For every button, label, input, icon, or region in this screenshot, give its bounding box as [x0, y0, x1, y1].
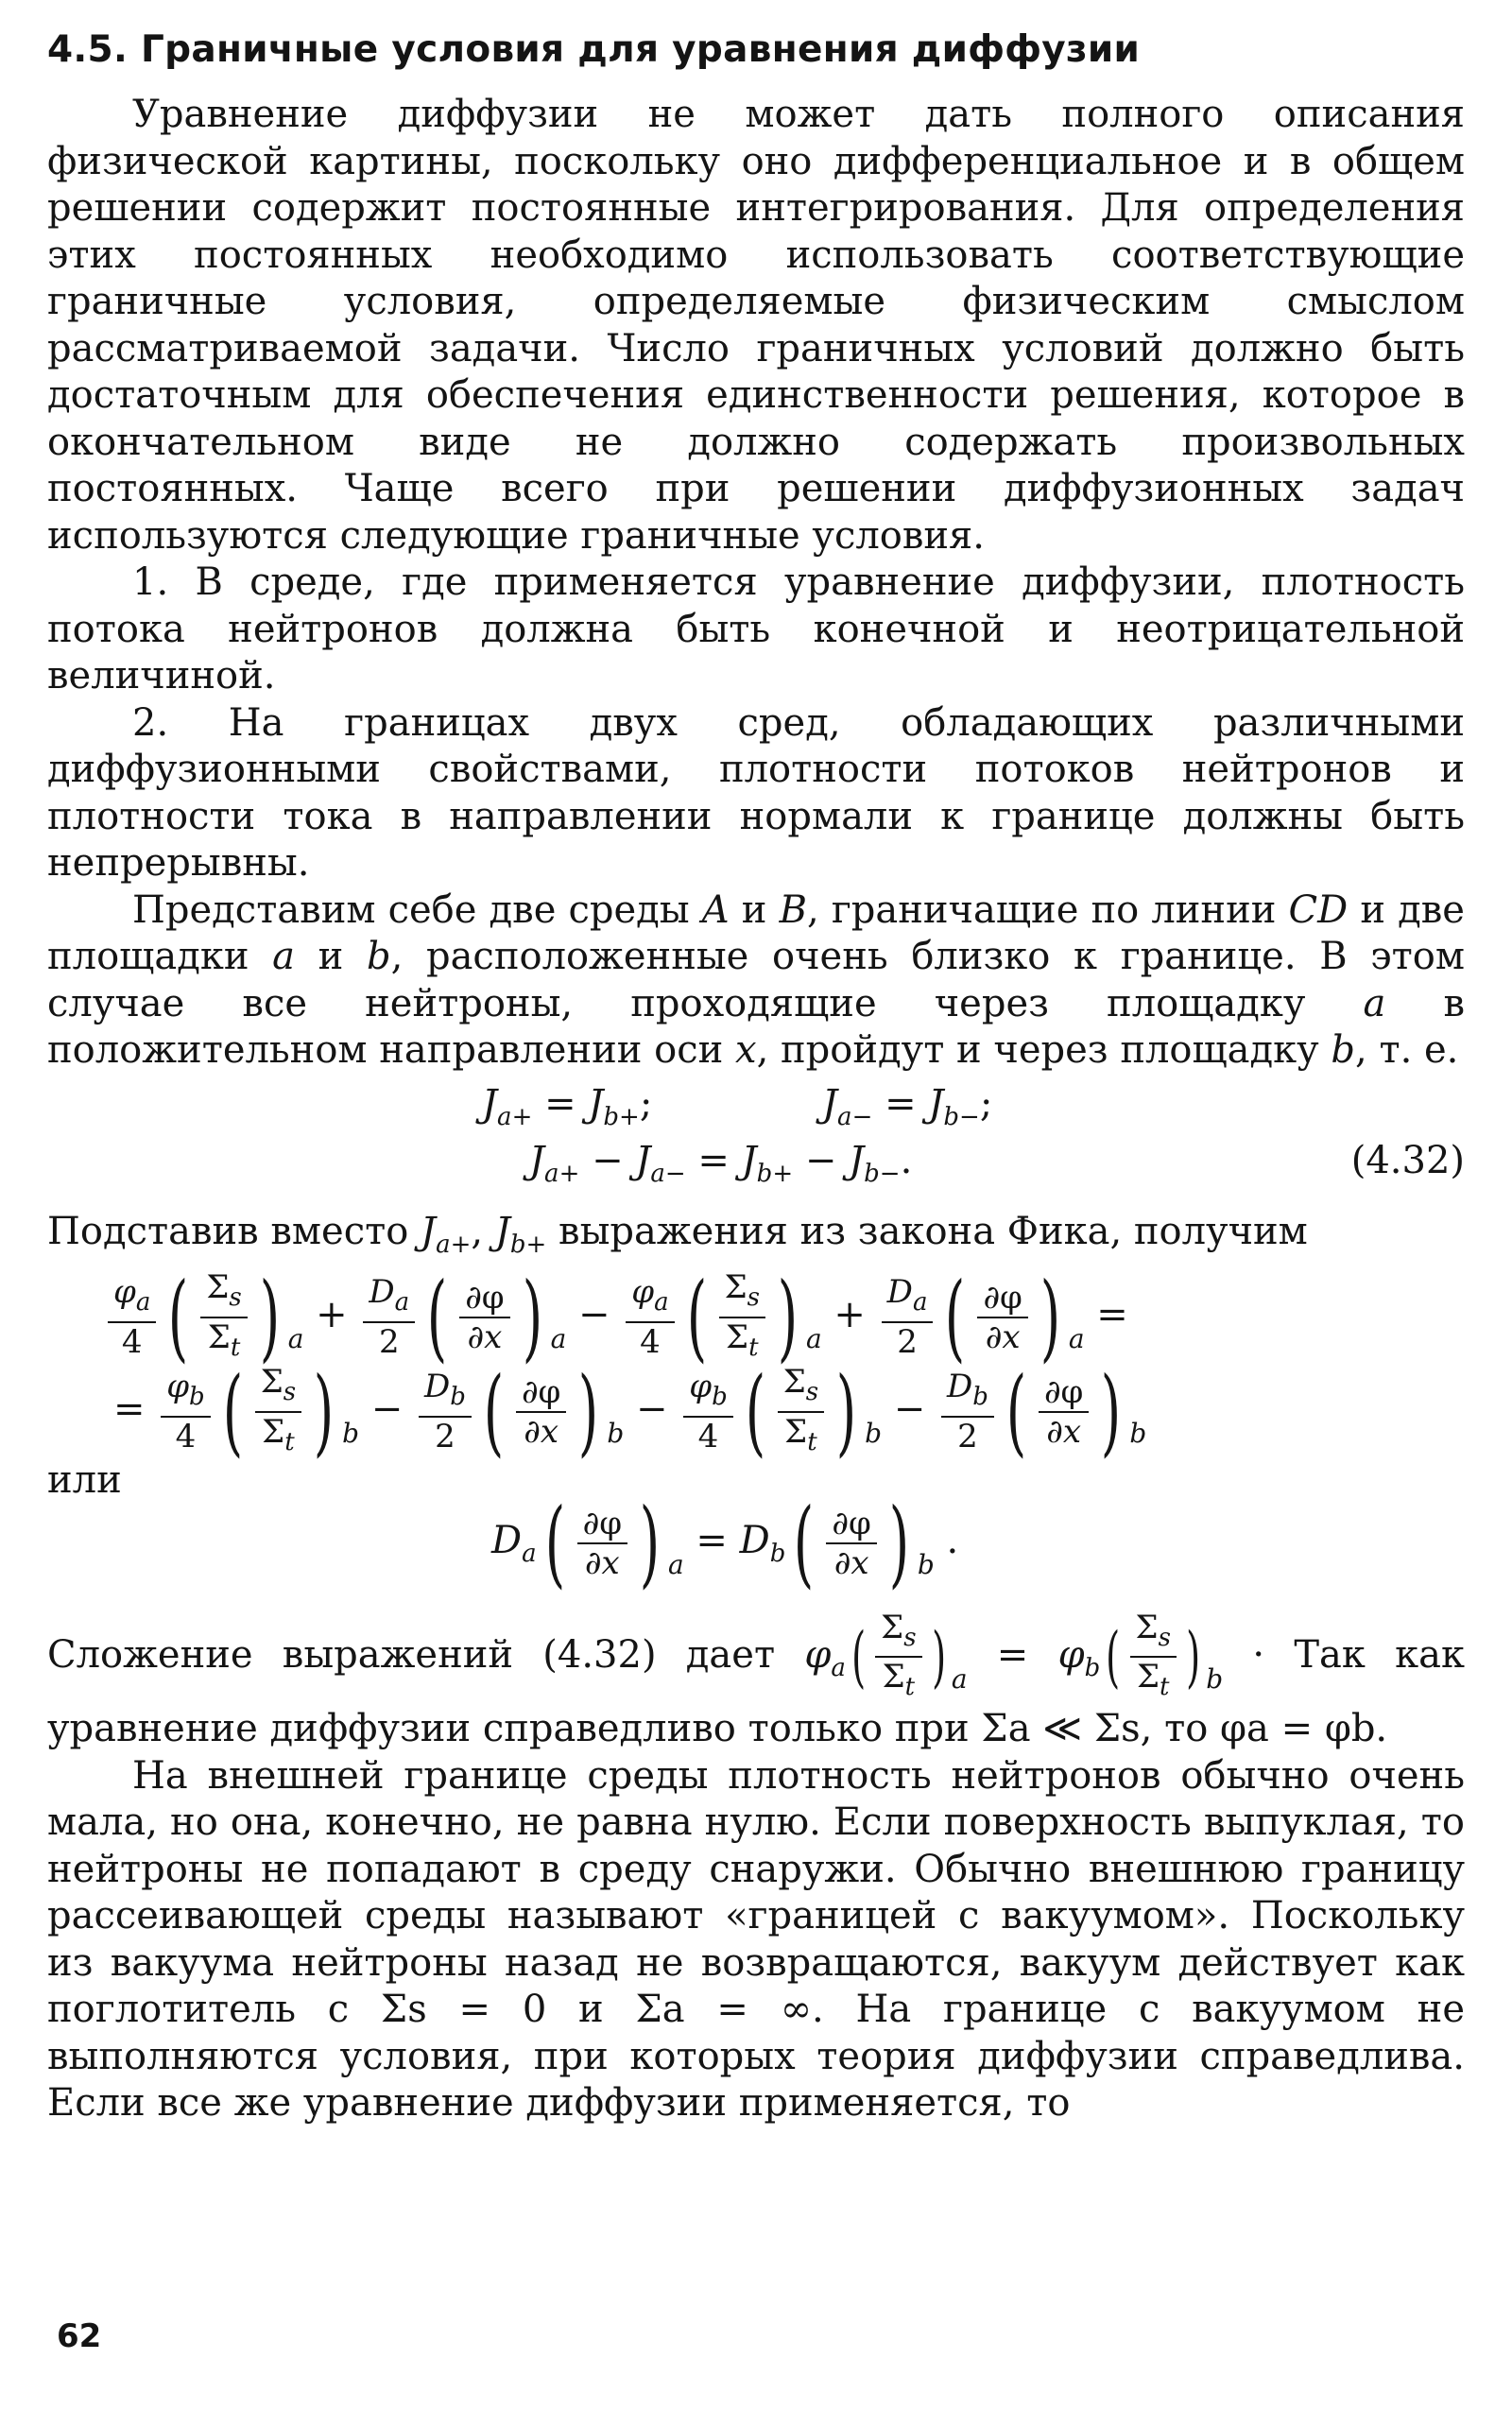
equation-fick-line-1: $\frac{\varphi_a}{4}$ ( $\frac{\Sigma_s}{\Sigma_t}$ ) $_a$ + $\frac{D_a}{2}$ ( $\frac{\partial\varphi}{\partial x}$ ) $_a$ − $\frac{\varphi_a}{4}$ ( $\frac{\Sigma_s}{\Sigma_t}$ ) $_a$ + $\frac{D_a}{2}$ ( $\frac{\partial\varphi}{\partial x}$ ) $_a$ = — [104, 1268, 1128, 1367]
section-heading: 4.5. Граничные условия для уравнения диффузии — [47, 28, 1141, 71]
equation-number: (4.32) — [1350, 1138, 1465, 1182]
equation-line-1-left: $J_{a+} = J_{b+}$; — [482, 1081, 653, 1131]
paragraph-intro: Уравнение диффузии не может дать полного описания физической картины, поскольку оно дифференциальное и в общем решении содержит постоянные интегрирования. Для определения этих постоянных необходимо использовать соответствующие граничные условия, определяемые физическим смыслом рассматриваемой задачи. Число граничных условий должно быть достаточным для обеспечения единственности решения, которое в окончательном виде не должно содержать произвольных постоянных. Чаще всего при решении диффузионных задач используются следующие граничные условия. — [47, 93, 1465, 558]
paragraph-or: или — [47, 1458, 122, 1502]
paragraph-condition-1: 1. В среде, где применяется уравнение диффузии, плотность потока нейтронов должна быть конечной и неотрицательной величиной. — [47, 560, 1465, 697]
paragraph-condition-2: 2. На границах двух сред, обладающих различными диффузионными свойствами, плотности потоков нейтронов и плотности тока в направлении нормали к границе должны быть непрерывны. — [47, 700, 1465, 885]
equation-current-continuity — [47, 1487, 1465, 1599]
condition-inequality: Σa ≪ Σs — [981, 1707, 1141, 1751]
condition-result: φa = φb. — [1220, 1707, 1388, 1751]
page-number: 62 — [57, 2317, 102, 2355]
paragraph-media: Представим себе две среды A и B, граничащие по линии CD и две площадки a и b, расположенные очень близко к границе. В этом случае все нейтроны, проходящие через площадку a в положительном направлении оси x, пройдут и через площадку b, т. е. — [47, 887, 1466, 1072]
equation-fick-expanded — [47, 1261, 1465, 1467]
paragraph-fick: Подставив вместо $J_{a+}$, $J_{b+}$ выражения из закона Фика, получим — [47, 1209, 1308, 1259]
equation-line-2: $J_{a+} - J_{a-} = J_{b+} - J_{b-}$. — [529, 1138, 913, 1188]
equation-line-1-right: $J_{a-} = J_{b-}$; — [822, 1081, 993, 1131]
equation-current-line: $D_a$( $\frac{\partial\varphi}{\partial x}$ ) $_a = D_b$( $\frac{\partial\varphi}{\partial x}$ ) $_b$ . — [491, 1487, 959, 1598]
equation-fick-line-2: = $\frac{\varphi_b}{4}$ ( $\frac{\Sigma_s}{\Sigma_t}$ ) $_b$ − $\frac{D_b}{2}$ ( $\frac{\partial\varphi}{\partial x}$ ) $_b$ − $\frac{\varphi_b}{4}$ ( $\frac{\Sigma_s}{\Sigma_t}$ ) $_b$ − $\frac{D_b}{2}$ ( $\frac{\partial\varphi}{\partial x}$ ) $_b$ — [113, 1355, 1147, 1467]
paragraph-sum: Сложение выражений (4.32) дает $\varphi_a$( $\frac{\Sigma_s}{\Sigma_t}$ ) $_a = \varphi_b$( $\frac{\Sigma_s}{\Sigma_t}$ ) $_b$ · Так как уравнение диффузии справедливо только при Σa ≪ Σs, то φa = φb. — [47, 1608, 1465, 1751]
page — [47, 28, 1465, 2127]
equation-4-32 — [47, 1075, 1465, 1197]
paragraph-vacuum: На внешней границе среды плотность нейтронов обычно очень мала, но она, конечно, не равна нулю. Если поверхность выпуклая, то нейтроны не попадают в среду снаружи. Обычно внешнюю границу рассеивающей среды называют «границей с вакуумом». Поскольку из вакуума нейтроны назад не возвращаются, вакуум действует как поглотитель с Σs = 0 и Σa = ∞. На границе с вакуумом не выполняются условия, при которых теория диффузии справедлива. Если все же уравнение диффузии применяется, то — [47, 1753, 1465, 2126]
